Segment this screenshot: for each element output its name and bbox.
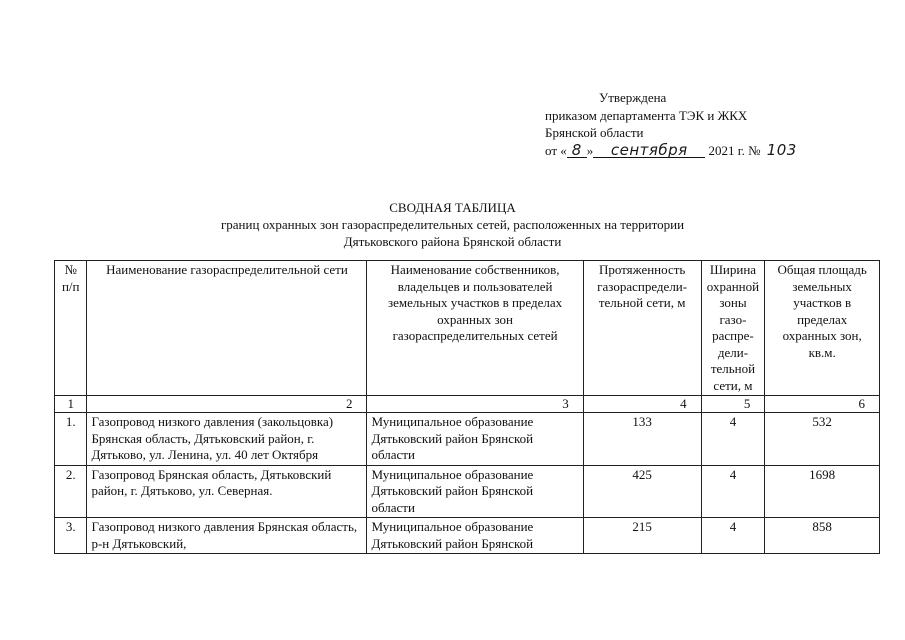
row-length: 215 <box>583 518 701 554</box>
table-index-row <box>55 396 880 413</box>
header-area: Общая площадь земельных участков в пределах охранных зон, кв.м. <box>765 261 880 396</box>
handwritten-day: 8 <box>567 143 587 158</box>
header-num: № п/п <box>55 261 87 396</box>
approval-date-line <box>545 142 800 160</box>
row-width: 4 <box>701 518 765 554</box>
index-cell: 3 <box>367 396 583 413</box>
row-width: 4 <box>701 465 765 518</box>
table-row <box>55 465 880 518</box>
row-name: Газопровод низкого давления Брянская область, р-н Дятьковский, <box>87 518 367 554</box>
row-owner: Муниципальное образование Дятьковский район Брянской <box>367 518 583 554</box>
title-subtitle-1: границ охранных зон газораспределительных сетей, расположенных на территории <box>220 217 685 232</box>
header-length: Протяженность газораспредели-тельной сети, м <box>583 261 701 396</box>
handwritten-number: 103 <box>766 140 797 159</box>
row-num: 3. <box>55 518 87 554</box>
table-row <box>55 518 880 554</box>
row-width: 4 <box>701 413 765 466</box>
approval-order-line: приказом департамента ТЭК и ЖКХ <box>545 107 748 123</box>
title-subtitle-2: Дятьковского района Брянской области <box>343 234 562 249</box>
year-text: 2021 г. <box>708 142 745 158</box>
close-quote: » <box>586 142 594 158</box>
number-prefix: № <box>748 142 761 158</box>
header-owner: Наименование собственников, владельцев и пользователей земельных участков в пределах охранных зон газораспределительных сетей <box>367 261 583 396</box>
index-cell: 4 <box>583 396 701 413</box>
row-owner: Муниципальное образование Дятьковский район Брянской области <box>367 465 583 518</box>
approval-region-line: Брянской области <box>545 125 644 140</box>
table-row <box>55 413 880 466</box>
approval-block <box>545 89 800 159</box>
header-width: Ширина охранной зоны газо-распре-дели-тельной сети, м <box>701 261 765 396</box>
row-area: 532 <box>765 413 880 466</box>
handwritten-month: сентября <box>593 143 705 158</box>
index-cell: 6 <box>765 396 880 413</box>
row-area: 858 <box>765 518 880 554</box>
table-header-row <box>55 261 880 396</box>
index-cell: 5 <box>701 396 765 413</box>
index-cell: 2 <box>87 396 367 413</box>
index-cell: 1 <box>55 396 87 413</box>
date-prefix: от « <box>545 142 567 158</box>
row-name: Газопровод низкого давления (закольцовка) Брянская область, Дятьковский район, г. Дятьково, ул. Ленина, ул. 40 лет Октября <box>87 413 367 466</box>
title-main: СВОДНАЯ ТАБЛИЦА <box>389 200 516 215</box>
approval-title: Утверждена <box>599 90 667 105</box>
header-name: Наименование газораспределительной сети <box>87 261 367 396</box>
row-num: 1. <box>55 413 87 466</box>
row-owner: Муниципальное образование Дятьковский район Брянской области <box>367 413 583 466</box>
row-num: 2. <box>55 465 87 518</box>
summary-table <box>54 260 880 554</box>
row-area: 1698 <box>765 465 880 518</box>
row-length: 425 <box>583 465 701 518</box>
row-length: 133 <box>583 413 701 466</box>
row-name: Газопровод Брянская область, Дятьковский район, г. Дятьково, ул. Северная. <box>87 465 367 518</box>
